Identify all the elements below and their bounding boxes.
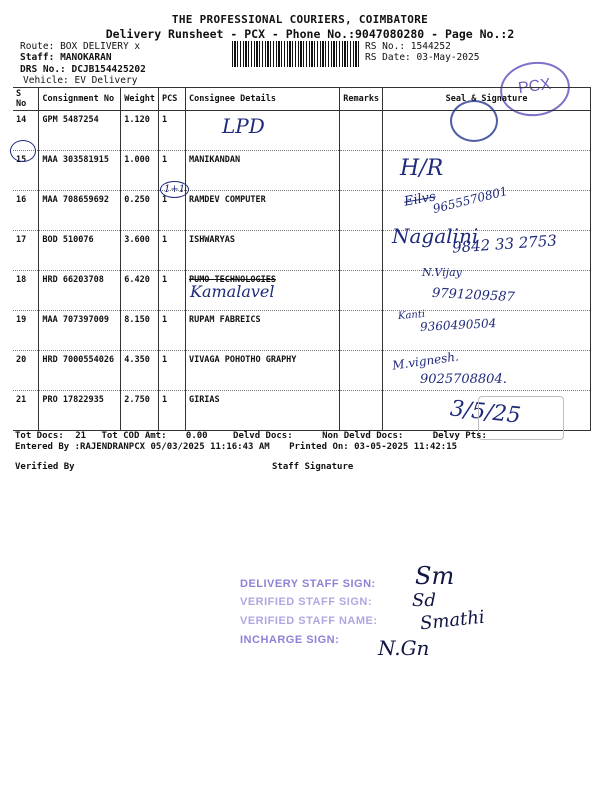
row-consignment: BOD 510076: [39, 231, 121, 271]
drs-value: DCJB154425202: [71, 64, 146, 75]
drs-line: [20, 64, 146, 75]
delvy-pts-label: Delvy Pts:: [432, 431, 487, 441]
signature-incharge: N.Gn: [378, 636, 430, 660]
row-pcs: 1: [159, 271, 186, 311]
col-pcs: PCS: [159, 88, 186, 111]
row-weight: 1.120: [121, 111, 159, 151]
seal-stamp-row21: [478, 396, 564, 440]
barcode: [232, 41, 360, 67]
staff-value: MANOKARAN: [60, 52, 112, 63]
row-weight: 2.750: [121, 391, 159, 431]
col-remarks: Remarks: [340, 88, 383, 111]
row-remarks: [340, 191, 383, 231]
handwritten-name-17: Nagalini: [392, 224, 479, 248]
struck-consignee: PUMO TECHNOLOGIES: [188, 275, 276, 285]
staff-signature-label: Staff Signature: [272, 462, 354, 472]
row-weight: 3.600: [121, 231, 159, 271]
staff-line: [20, 52, 112, 63]
col-weight: Weight: [121, 88, 159, 111]
delvd-docs-label: Delvd Docs:: [233, 431, 293, 441]
row-sno: 14: [13, 111, 39, 151]
row-weight: 6.420: [121, 271, 159, 311]
verified-by: Verified By: [15, 462, 75, 472]
tot-cod-label: Tot COD Amt:: [101, 431, 167, 441]
row-remarks: [340, 151, 383, 191]
signature-delivery: Sm: [415, 562, 455, 590]
row-weight: 8.150: [121, 311, 159, 351]
handwritten-hr: H/R: [400, 156, 444, 181]
handwritten-phone-16: 9655570801: [431, 183, 509, 217]
staff-label: Staff:: [20, 52, 55, 63]
rs-no-value: 1544252: [410, 41, 451, 52]
row-consignment: MAA 708659692: [39, 191, 121, 231]
tot-docs-label: Tot Docs:: [15, 431, 64, 441]
col-consignment: Consignment No: [39, 88, 121, 111]
row-remarks: [340, 351, 383, 391]
rs-date-line: [365, 52, 479, 63]
route-label: Route:: [20, 41, 55, 52]
col-sno: S No: [13, 88, 39, 111]
handwritten-sign-16: Eilvs: [402, 189, 437, 210]
row-pcs: 1: [159, 151, 186, 191]
non-delvd-label: Non Delvd Docs:: [322, 431, 404, 441]
row-sno: 17: [13, 231, 39, 271]
row-consignment: MAA 707397009: [39, 311, 121, 351]
tot-cod-value: 0.00: [185, 431, 208, 441]
handwritten-phone-20: 9025708804.: [420, 372, 507, 387]
handwritten-phone-18: 9791209587: [431, 285, 516, 306]
rs-no-label: RS No.:: [365, 41, 406, 52]
row-weight: 0.250: [121, 191, 159, 231]
handwritten-circle: [10, 140, 36, 162]
signature-verified: Sd: [412, 590, 436, 611]
rs-no-line: [365, 41, 451, 52]
runsheet-title: Delivery Runsheet - PCX - Phone No.:9047080280 - Page No.:2: [105, 27, 515, 41]
row-pcs: 1: [159, 391, 186, 431]
handwritten-phone-19: 9360490504: [419, 316, 497, 334]
seal-stamp-row14: [450, 100, 498, 142]
row-sno: 16: [13, 191, 39, 231]
printed-on: Printed On: 03-05-2025 11:42:15: [289, 442, 458, 452]
row-consignee: GIRIAS: [185, 391, 339, 431]
stamp-verified-staff-name: VERIFIED STAFF NAME:: [240, 615, 378, 627]
tot-docs-value: 21: [75, 431, 87, 441]
handwritten-name-19: Kanti: [397, 308, 426, 323]
stamp-delivery-staff-sign: DELIVERY STAFF SIGN:: [240, 578, 376, 590]
row-weight: 1.000: [121, 151, 159, 191]
row-sno: 18: [13, 271, 39, 311]
vehicle-label: Vehicle:: [23, 75, 69, 86]
handwritten-date-21: 3/5/25: [448, 396, 522, 429]
handwritten-lpd: LPD: [222, 114, 265, 138]
row-consignment: HRD 66203708: [39, 271, 121, 311]
row-consignee: RUPAM FABREICS: [185, 311, 339, 351]
handwritten-name-18b: Kamalavel: [190, 282, 275, 301]
row-weight: 4.350: [121, 351, 159, 391]
row-sno: 21: [13, 391, 39, 431]
route-line: [20, 41, 140, 52]
row-remarks: [340, 231, 383, 271]
pcx-stamp-text: PCX: [517, 75, 553, 98]
route-value: BOX DELIVERY x: [60, 41, 141, 52]
row-pcs: 1: [159, 111, 186, 151]
company-title: THE PROFESSIONAL COURIERS, COIMBATORE: [171, 13, 429, 26]
drs-label: DRS No.:: [20, 64, 66, 75]
handwritten-phone-17: 9842 33 2753: [451, 231, 558, 257]
handwritten-pcs-mark: 1+1: [160, 181, 189, 198]
row-consignment: PRO 17822935: [39, 391, 121, 431]
table-header: [13, 88, 591, 111]
rs-date-label: RS Date:: [365, 52, 411, 63]
row-pcs: 1: [159, 191, 186, 231]
entered-by: Entered By :RAJENDRANPCX 05/03/2025 11:16:43 AM: [15, 442, 270, 452]
row-remarks: [340, 271, 383, 311]
handwritten-name-18: N.Vijay: [422, 266, 462, 279]
row-remarks: [340, 391, 383, 431]
col-seal-signature: Seal & Signature: [383, 88, 591, 111]
row-pcs: 1: [159, 351, 186, 391]
row-remarks: [340, 311, 383, 351]
row-sno: 20: [13, 351, 39, 391]
row-pcs: 1: [159, 311, 186, 351]
vehicle-line: [23, 75, 137, 86]
table-row: [13, 311, 591, 351]
col-consignee: Consignee Details: [185, 88, 339, 111]
row-consignment: GPM 5487254: [39, 111, 121, 151]
row-remarks: [340, 111, 383, 151]
row-consignee: MANIKANDAN: [185, 151, 339, 191]
row-consignment: HRD 7000554026: [39, 351, 121, 391]
row-consignment: MAA 303581915: [39, 151, 121, 191]
stamp-incharge-sign: INCHARGE SIGN:: [240, 634, 340, 646]
row-consignee: ISHWARYAS: [185, 231, 339, 271]
row-consignee: VIVAGA POHOTHO GRAPHY: [185, 351, 339, 391]
table-row: [13, 111, 591, 151]
row-pcs: 1: [159, 231, 186, 271]
stamp-verified-staff-sign: VERIFIED STAFF SIGN:: [240, 596, 373, 608]
row-consignee: RAMDEV COMPUTER: [185, 191, 339, 231]
row-sno: 15: [13, 151, 39, 191]
signature-verified-name: Smathi: [419, 606, 486, 635]
entered-line: [15, 442, 457, 452]
rs-date-value: 03-May-2025: [416, 52, 480, 63]
vehicle-value: EV Delivery: [74, 75, 138, 86]
row-sno: 19: [13, 311, 39, 351]
handwritten-name-20: M.vignesh.: [391, 349, 460, 373]
totals-line: [15, 431, 487, 441]
